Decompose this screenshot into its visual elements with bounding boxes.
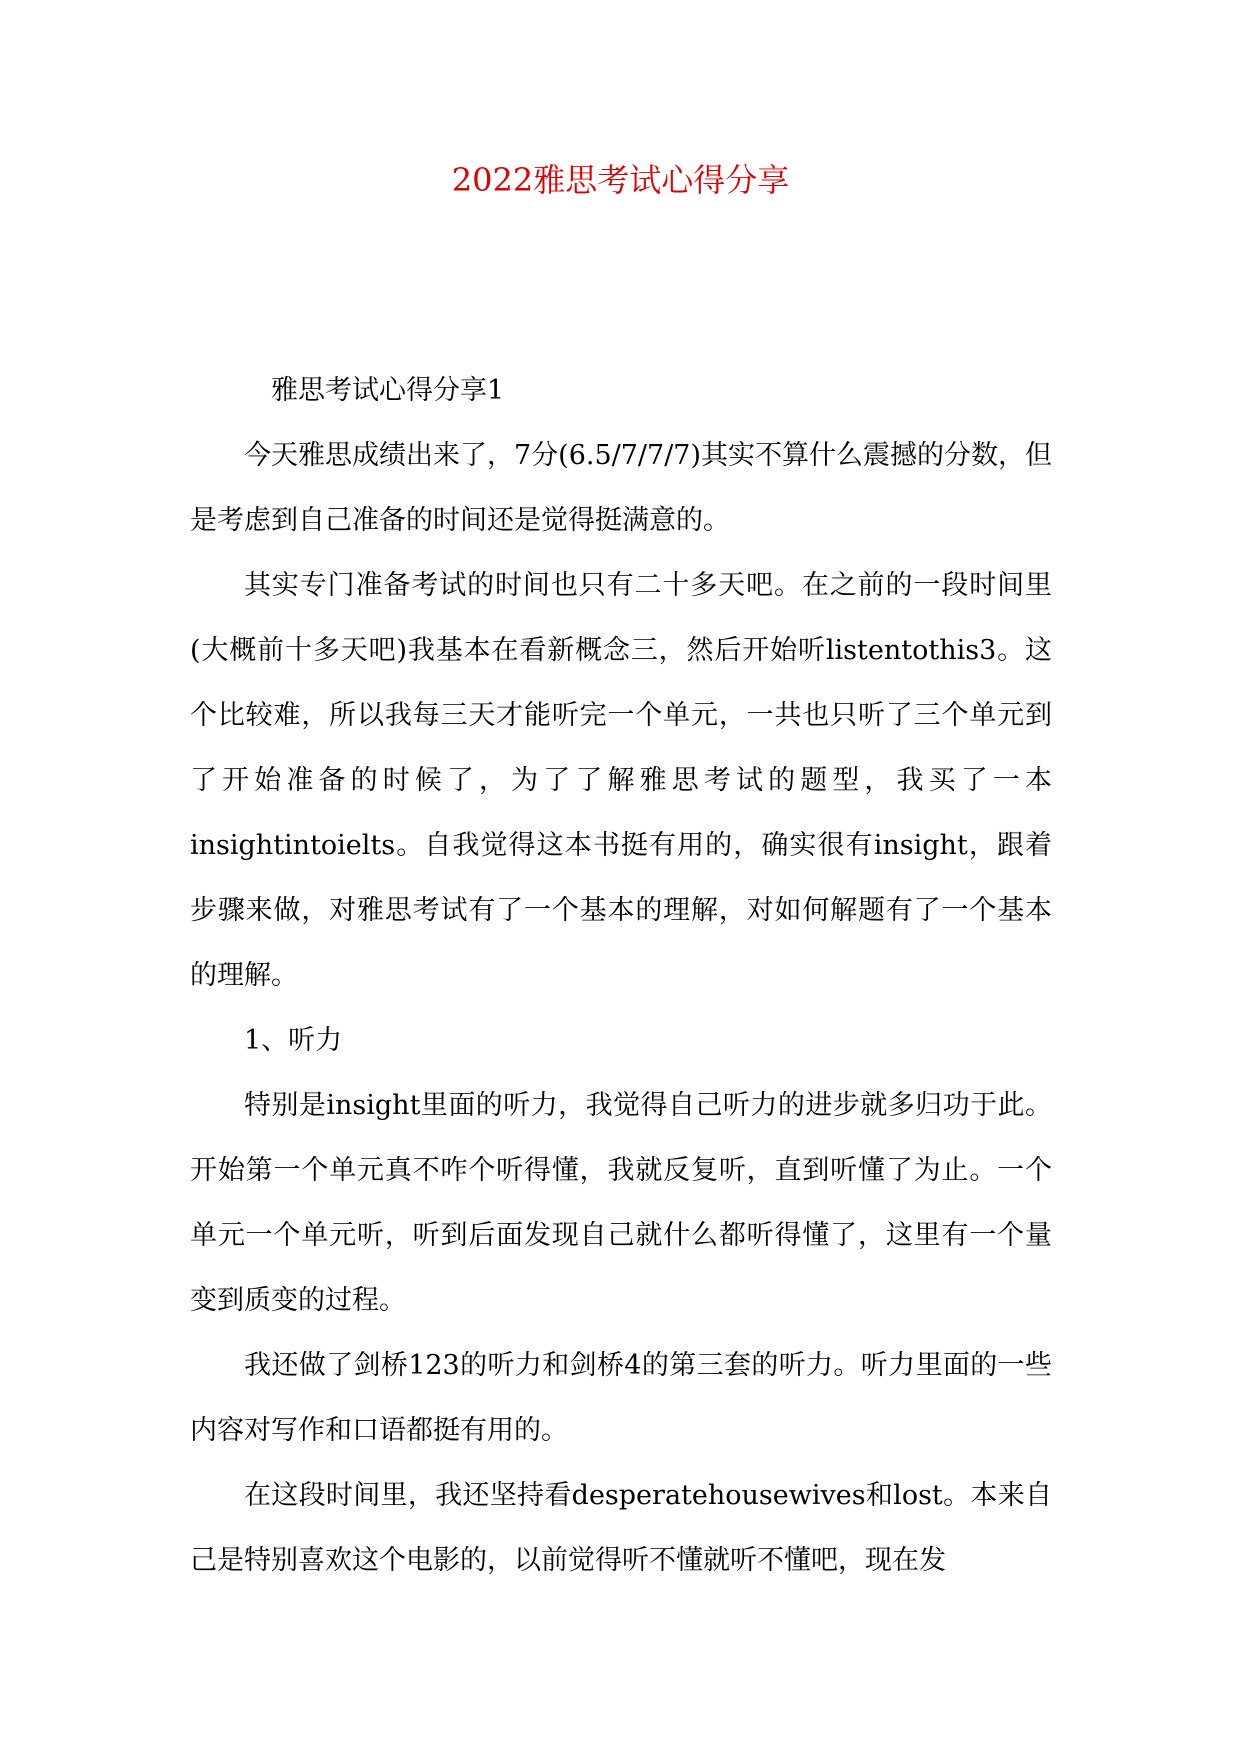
- paragraph: 其实专门准备考试的时间也只有二十多天吧。在之前的一段时间里(大概前十多天吧)我基本在看新概念三，然后开始听listentothis3。这个比较难，所以我每三天才能听完一个单元，一共也只听了三个单元到了开始准备的时候了，为了了解雅思考试的题型，我买了一本insightintoielts。自我觉得这本书挺有用的，确实很有insight，跟着步骤来做，对雅思考试有了一个基本的理解，对如何解题有了一个基本的理解。: [190, 570, 1052, 991]
- paragraph: 今天雅思成绩出来了，7分(6.5/7/7/7)其实不算什么震撼的分数，但是考虑到自己准备的时间还是觉得挺满意的。: [190, 440, 1053, 536]
- document-body: [190, 358, 1052, 1593]
- paragraph: 我还做了剑桥123的听力和剑桥4的第三套的听力。听力里面的一些内容对写作和口语都挺有用的。: [190, 1350, 1052, 1446]
- section-heading: 雅思考试心得分享1: [271, 375, 505, 406]
- listening-heading: 1、听力: [244, 1025, 343, 1056]
- document-title: 2022雅思考试心得分享: [451, 161, 790, 199]
- paragraph: 特别是insight里面的听力，我觉得自己听力的进步就多归功于此。开始第一个单元真不咋个听得懂，我就反复听，直到听懂了为止。一个单元一个单元听，听到后面发现自己就什么都听得懂了，这里有一个量变到质变的过程。: [190, 1090, 1052, 1316]
- paragraph: 在这段时间里，我还坚持看desperatehousewives和lost。本来自己是特别喜欢这个电影的，以前觉得听不懂就听不懂吧，现在发: [190, 1480, 1052, 1576]
